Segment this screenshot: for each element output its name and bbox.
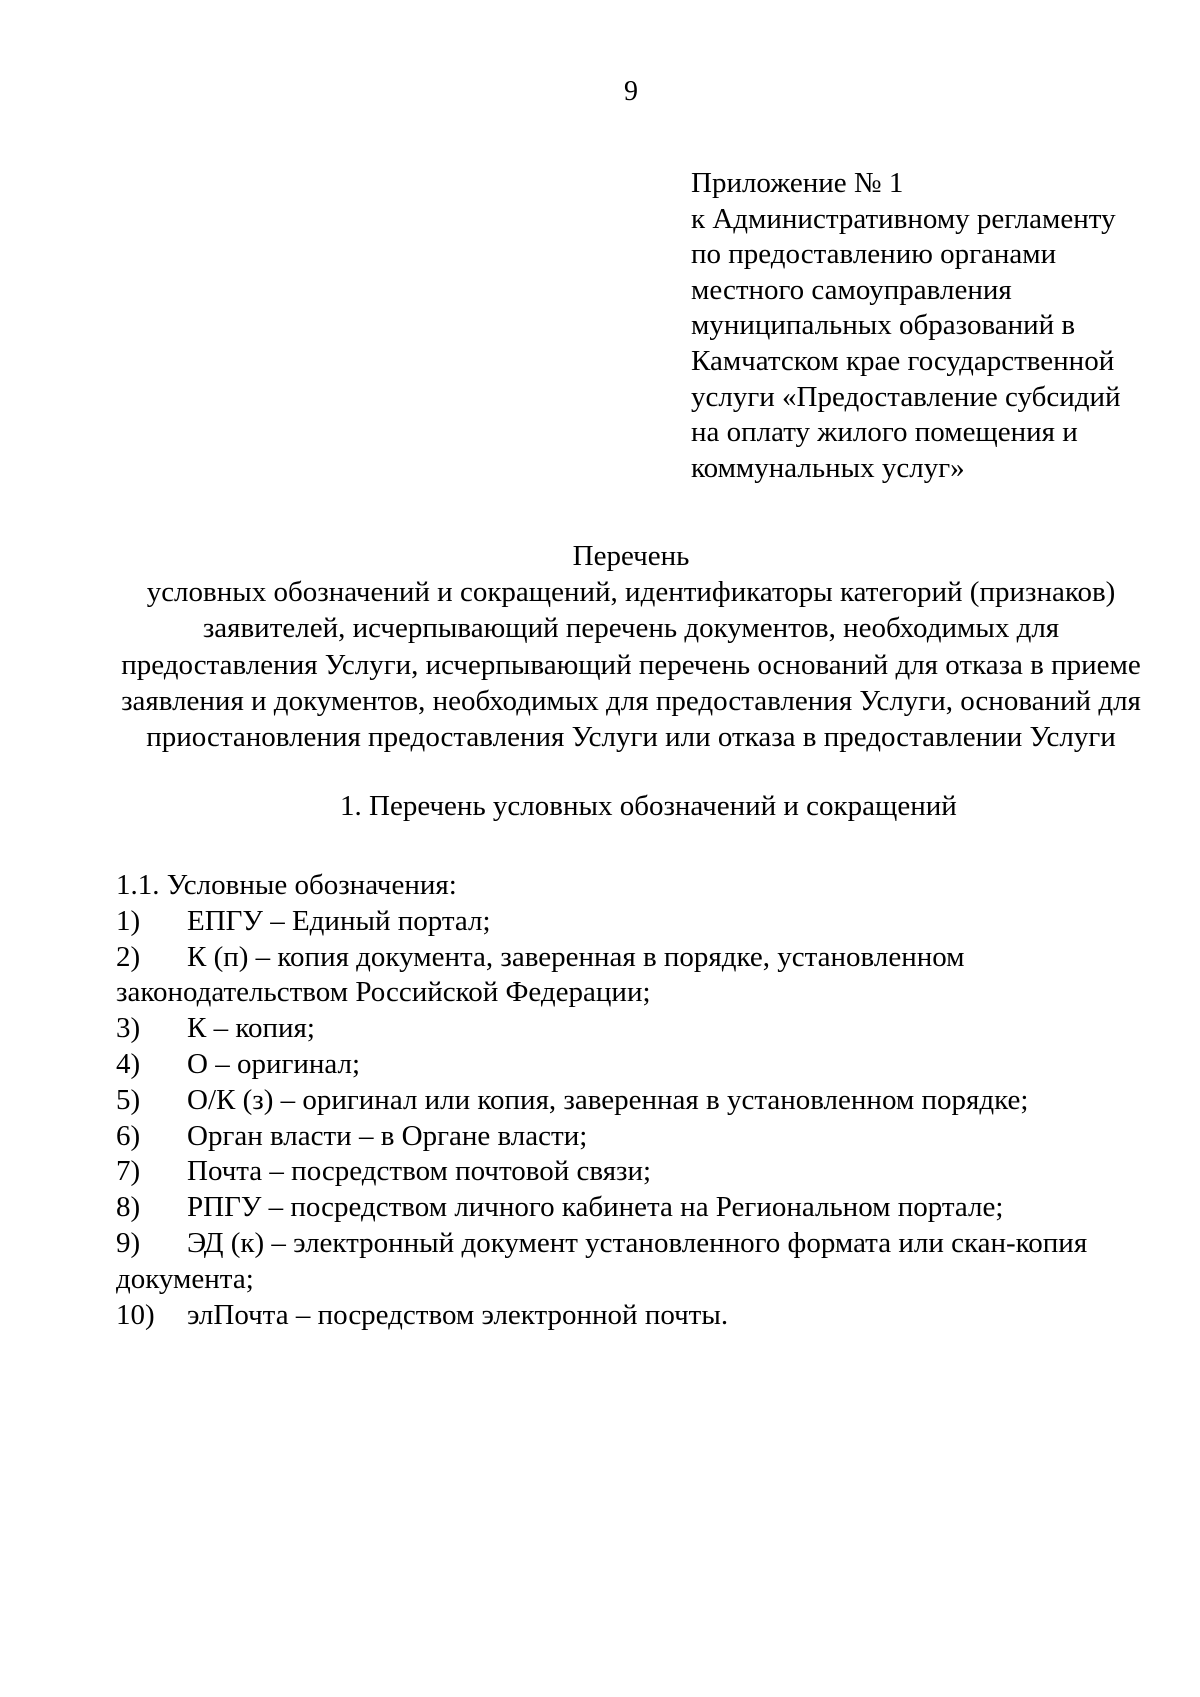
list-item [116,1011,1156,1047]
title-line: приостановления предоставления Услуги или отказа в предоставлении Услуги [146,721,1116,754]
item-text-continuation: законодательством Российской Федерации; [116,976,651,1009]
appendix-header [691,166,1151,486]
subsection-heading: 1.1. Условные обозначения: [116,869,457,901]
item-text: ЕПГУ – Единый портал; [187,904,491,937]
item-text: Почта – посредством почтовой связи; [187,1155,652,1188]
item-number: 9) [116,1226,141,1259]
item-text-continuation: документа; [116,1262,254,1295]
list-item [116,1298,1156,1334]
item-number: 6) [116,1119,141,1152]
item-text: Орган власти – в Органе власти; [187,1119,588,1152]
item-text: О – оригинал; [187,1047,361,1080]
item-number: 7) [116,1155,141,1188]
appendix-line: по предоставлению органами [691,238,1057,271]
item-number: 4) [116,1047,141,1080]
appendix-line: услуги «Предоставление субсидий [691,380,1121,413]
list-item [116,1083,1156,1119]
title-line: предоставления Услуги, исчерпывающий перечень оснований для отказа в приеме [121,648,1141,681]
appendix-line: коммунальных услуг» [691,451,965,484]
page-number: 9 [624,76,638,107]
item-text: элПочта – посредством электронной почты. [187,1298,729,1331]
document-title [110,538,1152,755]
list-item [116,940,1156,976]
list-item [116,904,1156,940]
title-line: заявления и документов, необходимых для предоставления Услуги, оснований для [121,684,1141,717]
appendix-line: муниципальных образований в [691,309,1076,342]
title-line: Перечень [572,540,690,572]
item-number: 3) [116,1012,141,1045]
list-item [116,1190,1156,1226]
item-number: 5) [116,1083,141,1116]
appendix-line: Камчатском крае государственной [691,344,1115,377]
appendix-line: местного самоуправления [691,273,1012,306]
appendix-line: к Административному регламенту [691,202,1116,235]
section-heading: 1. Перечень условных обозначений и сокращений [340,790,957,822]
item-number: 8) [116,1191,141,1224]
appendix-line: на оплату жилого помещения и [691,416,1078,449]
list-item [116,1119,1156,1155]
item-number: 2) [116,940,141,973]
list-item [116,1226,1156,1262]
item-number: 10) [116,1298,155,1331]
abbreviations-list [116,868,1156,1333]
item-text: О/К (з) – оригинал или копия, заверенная в установленном порядке; [187,1083,1029,1116]
item-text: К (п) – копия документа, заверенная в порядке, установленном [187,940,965,973]
item-text: К – копия; [187,1012,315,1045]
title-line: условных обозначений и сокращений, идентификаторы категорий (признаков) [146,576,1116,609]
title-line: заявителей, исчерпывающий перечень документов, необходимых для [202,612,1060,645]
appendix-line: Приложение № 1 [691,167,904,199]
item-number: 1) [116,904,141,937]
list-item [116,1154,1156,1190]
item-text: ЭД (к) – электронный документ установленного формата или скан-копия [187,1226,1088,1259]
item-text: РПГУ – посредством личного кабинета на Региональном портале; [187,1191,1004,1224]
list-item [116,1047,1156,1083]
